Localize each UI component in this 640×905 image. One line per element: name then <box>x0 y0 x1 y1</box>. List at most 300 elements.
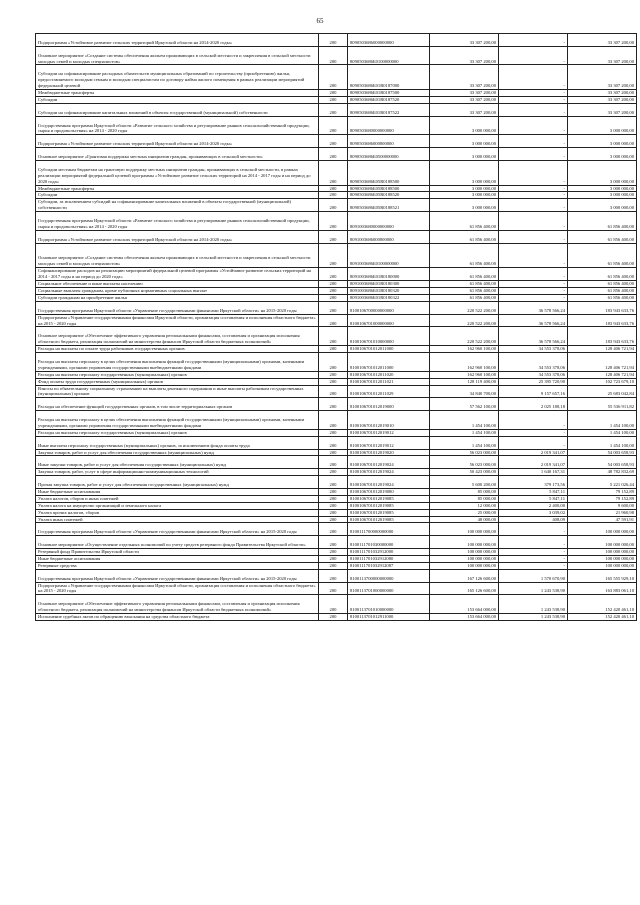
row-kbk-cell: 8091003686000000000 <box>348 230 430 243</box>
row-name-cell: Основное мероприятие «Обеспечение эффективного управления региональными финансами, составления и организация исполнения областного бюджета, реализация полномочий на министерства финансов Иркутской области бюджетных полномочий» <box>36 595 319 614</box>
table-row <box>36 516 637 523</box>
row-name-cell: Уплата налогов, сборов и иных платежей <box>36 495 319 502</box>
row-remaining-amount-cell: 61 856 400,00 <box>568 287 637 294</box>
row-code-cell: 200 <box>319 116 348 135</box>
row-executed-amount-cell: - <box>499 287 568 294</box>
row-name-cell: Расходы на выплаты персоналу государственных (муниципальных) органов <box>36 429 319 436</box>
row-remaining-amount-cell: 1 454 100,00 <box>568 429 637 436</box>
row-name-cell: Резервные средства <box>36 562 319 569</box>
row-planned-amount-cell: 33 307 200,00 <box>430 65 499 90</box>
row-kbk-cell: 8100106701012011000 <box>348 353 430 372</box>
row-remaining-amount-cell: 9 600,00 <box>568 502 637 509</box>
row-code-cell: 200 <box>319 314 348 327</box>
row-code-cell: 200 <box>319 449 348 456</box>
row-planned-amount-cell: 33 307 200,00 <box>430 34 499 47</box>
row-kbk-cell: 8100111701032912087 <box>348 562 430 569</box>
row-remaining-amount-cell: 61 856 400,00 <box>568 268 637 281</box>
row-planned-amount-cell: 100 000 000,00 <box>430 523 499 536</box>
row-executed-amount-cell: 1 243 538,90 <box>499 595 568 614</box>
table-row <box>36 523 637 536</box>
row-remaining-amount-cell: 3 000 000,00 <box>568 116 637 135</box>
row-executed-amount-cell: - <box>499 294 568 301</box>
table-row <box>36 469 637 476</box>
row-planned-amount-cell: 3 000 000,00 <box>430 116 499 135</box>
row-name-cell: Государственная программа Иркутской области «Управление государственными финансами Иркутской области» на 2015-2020 годы <box>36 301 319 314</box>
row-code-cell: 200 <box>319 371 348 378</box>
row-name-cell: Социальные выплаты гражданам, кроме публичных нормативных социальных выплат <box>36 287 319 294</box>
row-name-cell: Субсидии, за исключением субсидий на софинансирование капитальных вложений в объекты государственной (муниципальной) собственности <box>36 199 319 212</box>
row-name-cell: Подпрограмма «Управление государственными финансами Иркутской области, организация составления и исполнения областного бюджета» на 2015 - 2020 годы <box>36 582 319 595</box>
table-row <box>36 268 637 281</box>
row-kbk-cell: 8090503686Б05R0188521 <box>348 199 430 212</box>
row-code-cell: 200 <box>319 495 348 502</box>
table-row <box>36 243 637 268</box>
row-remaining-amount-cell: 5 221 026,44 <box>568 476 637 489</box>
row-remaining-amount-cell: 183 943 633,76 <box>568 327 637 346</box>
row-executed-amount-cell: 1 243 538,90 <box>499 582 568 595</box>
row-name-cell: Государственная программа Иркутской области «Управление государственными финансами Иркутской области» на 2015-2020 годы <box>36 523 319 536</box>
row-executed-amount-cell: 1 640 167,31 <box>499 469 568 476</box>
table-row <box>36 555 637 562</box>
row-executed-amount-cell: - <box>499 46 568 65</box>
row-kbk-cell: 8091003680000000000 <box>348 212 430 231</box>
row-executed-amount-cell: - <box>499 230 568 243</box>
row-code-cell: 200 <box>319 411 348 430</box>
row-executed-amount-cell: - <box>499 160 568 185</box>
table-row <box>36 294 637 301</box>
row-kbk-cell: 8100106701012011021 <box>348 378 430 385</box>
row-kbk-cell: 8100106701012019024 <box>348 456 430 469</box>
table-row <box>36 502 637 509</box>
row-planned-amount-cell: 1 454 100,00 <box>430 436 499 449</box>
row-executed-amount-cell: - <box>499 555 568 562</box>
row-remaining-amount-cell: 100 000 000,00 <box>568 523 637 536</box>
row-code-cell: 200 <box>319 536 348 549</box>
table-row <box>36 398 637 411</box>
row-planned-amount-cell: 85 000,00 <box>430 495 499 502</box>
row-executed-amount-cell: 9 157 657,16 <box>499 385 568 398</box>
row-code-cell: 200 <box>319 301 348 314</box>
table-row <box>36 230 637 243</box>
row-executed-amount-cell: - <box>499 135 568 148</box>
row-executed-amount-cell: - <box>499 243 568 268</box>
row-code-cell: 200 <box>319 268 348 281</box>
row-executed-amount-cell: - <box>499 523 568 536</box>
row-executed-amount-cell: 1 570 670,90 <box>499 569 568 582</box>
row-name-cell: Прочая закупка товаров, работ и услуг для обеспечения государственных (муниципальных) нужд <box>36 476 319 489</box>
row-planned-amount-cell: 48 000,00 <box>430 516 499 523</box>
row-executed-amount-cell: 36 578 566,24 <box>499 327 568 346</box>
row-planned-amount-cell: 162 960 100,00 <box>430 346 499 353</box>
row-kbk-cell: 8090503680000000000 <box>348 116 430 135</box>
row-code-cell: 200 <box>319 549 348 556</box>
row-kbk-cell: 8100106701012019085 <box>348 516 430 523</box>
row-code-cell: 200 <box>319 523 348 536</box>
row-name-cell: Основное мероприятие «Обеспечение эффективного управления региональными финансами, составления и организация исполнения областного бюджета, реализация полномочий на министерства финансов Иркутской области бюджетных полномочий» <box>36 327 319 346</box>
row-kbk-cell: 8100106701000000000 <box>348 314 430 327</box>
row-code-cell: 200 <box>319 65 348 90</box>
row-kbk-cell: 8100106701012019080 <box>348 488 430 495</box>
row-remaining-amount-cell: 1 454 100,00 <box>568 436 637 449</box>
budget-table-body <box>36 34 637 621</box>
row-kbk-cell: 8090503686Б05R0188500 <box>348 160 430 185</box>
row-executed-amount-cell: - <box>499 549 568 556</box>
row-executed-amount-cell: 34 553 378,06 <box>499 371 568 378</box>
row-kbk-cell: 8100106701012019020 <box>348 449 430 456</box>
row-remaining-amount-cell: 21 960,98 <box>568 509 637 516</box>
row-kbk-cell: 8090503686Б01R0187000 <box>348 65 430 90</box>
table-row <box>36 476 637 489</box>
row-planned-amount-cell: 61 856 400,00 <box>430 281 499 288</box>
row-planned-amount-cell: 1 454 100,00 <box>430 429 499 436</box>
row-planned-amount-cell: 167 126 600,00 <box>430 569 499 582</box>
table-row <box>36 614 637 621</box>
row-kbk-cell: 8091003686Б0100000000 <box>348 243 430 268</box>
row-executed-amount-cell: - <box>499 199 568 212</box>
row-remaining-amount-cell: 100 000 000,00 <box>568 562 637 569</box>
row-name-cell: Субсидии гражданам на приобретение жилья <box>36 294 319 301</box>
row-code-cell: 200 <box>319 346 348 353</box>
row-planned-amount-cell: 3 000 000,00 <box>430 160 499 185</box>
row-code-cell: 200 <box>319 199 348 212</box>
row-remaining-amount-cell: 61 856 400,00 <box>568 281 637 288</box>
table-row <box>36 212 637 231</box>
row-remaining-amount-cell: 3 000 000,00 <box>568 135 637 148</box>
table-row <box>36 346 637 353</box>
row-kbk-cell: 8100106701012011000 <box>348 346 430 353</box>
row-planned-amount-cell: 3 000 000,00 <box>430 199 499 212</box>
row-code-cell: 200 <box>319 555 348 562</box>
table-row <box>36 327 637 346</box>
row-planned-amount-cell: 33 307 200,00 <box>430 90 499 97</box>
table-row <box>36 287 637 294</box>
row-name-cell: Государственная программа Иркутской области «Развитие сельского хозяйства и регулирование рынков сельскохозяйственной продукции, сырья и продовольствия» на 2014 - 2020 годы <box>36 212 319 231</box>
row-name-cell: Расходы на выплаты персоналу в целях обеспечения выполнения функций государственными (муниципальными) органами, казенными учреждениями, органами управления государственными внебюджетными фондами <box>36 411 319 430</box>
row-executed-amount-cell: - <box>499 34 568 47</box>
row-executed-amount-cell: - <box>499 65 568 90</box>
row-kbk-cell: 8090503686Б05R0188520 <box>348 192 430 199</box>
row-planned-amount-cell: 61 856 400,00 <box>430 294 499 301</box>
row-executed-amount-cell: 408,09 <box>499 516 568 523</box>
row-remaining-amount-cell: 102 723 679,10 <box>568 378 637 385</box>
row-kbk-cell: 8100106701012019085 <box>348 502 430 509</box>
row-code-cell: 200 <box>319 516 348 523</box>
table-row <box>36 301 637 314</box>
row-code-cell: 200 <box>319 135 348 148</box>
row-kbk-cell: 8100111701032912000 <box>348 549 430 556</box>
row-remaining-amount-cell: 100 000 000,00 <box>568 536 637 549</box>
row-name-cell: Межбюджетные трансферты <box>36 90 319 97</box>
row-remaining-amount-cell: 33 307 200,00 <box>568 90 637 97</box>
row-remaining-amount-cell: 3 000 000,00 <box>568 185 637 192</box>
row-kbk-cell: 8090503686Б05R0188500 <box>348 185 430 192</box>
row-planned-amount-cell: 100 000 000,00 <box>430 536 499 549</box>
row-executed-amount-cell: 2 019 341,07 <box>499 449 568 456</box>
row-kbk-cell: 8100106700000000000 <box>348 301 430 314</box>
row-code-cell: 200 <box>319 287 348 294</box>
row-remaining-amount-cell: 61 856 400,00 <box>568 230 637 243</box>
row-remaining-amount-cell: 54 003 658,93 <box>568 456 637 469</box>
row-remaining-amount-cell: 165 555 929,10 <box>568 569 637 582</box>
row-kbk-cell: 8100106701012019000 <box>348 398 430 411</box>
row-name-cell: Уплата налога на имущество организаций и земельного налога <box>36 502 319 509</box>
row-kbk-cell: 8100106701012011020 <box>348 371 430 378</box>
row-remaining-amount-cell: 33 307 200,00 <box>568 46 637 65</box>
table-row <box>36 582 637 595</box>
row-name-cell: Исполнение судебных актов по обращению взыскания на средства областного бюджета <box>36 614 319 621</box>
row-planned-amount-cell: 100 000 000,00 <box>430 555 499 562</box>
row-kbk-cell: 8091003686Б01R0180322 <box>348 294 430 301</box>
row-planned-amount-cell: 85 000,00 <box>430 488 499 495</box>
row-planned-amount-cell: 34 840 700,00 <box>430 385 499 398</box>
row-name-cell: Государственная программа Иркутской области «Управление государственными финансами Иркутской области» на 2015-2020 годы <box>36 569 319 582</box>
row-remaining-amount-cell: 183 943 633,76 <box>568 301 637 314</box>
row-planned-amount-cell: 56 023 000,00 <box>430 449 499 456</box>
row-remaining-amount-cell: 183 943 633,76 <box>568 314 637 327</box>
row-kbk-cell: 8100106701010000000 <box>348 327 430 346</box>
row-planned-amount-cell: 25 000,00 <box>430 509 499 516</box>
row-name-cell: Подпрограмма «Управление государственными финансами Иркутской области, организация составления и исполнения областного бюджета» на 2015 - 2020 годы <box>36 314 319 327</box>
row-kbk-cell: 8100106701012019010 <box>348 411 430 430</box>
row-name-cell: Закупка товаров, работ и услуг для обеспечения государственных (муниципальных) нужд <box>36 449 319 456</box>
row-executed-amount-cell: 34 553 378,06 <box>499 346 568 353</box>
row-remaining-amount-cell: 100 000 000,00 <box>568 555 637 562</box>
table-row <box>36 135 637 148</box>
row-kbk-cell: 8100106701012019024 <box>348 469 430 476</box>
row-executed-amount-cell: - <box>499 536 568 549</box>
table-row <box>36 449 637 456</box>
table-row <box>36 378 637 385</box>
row-code-cell: 200 <box>319 582 348 595</box>
table-row <box>36 385 637 398</box>
row-planned-amount-cell: 162 960 100,00 <box>430 353 499 372</box>
table-row <box>36 456 637 469</box>
table-row <box>36 429 637 436</box>
table-row <box>36 34 637 47</box>
row-planned-amount-cell: 3 000 000,00 <box>430 135 499 148</box>
row-planned-amount-cell: 3 000 000,00 <box>430 185 499 192</box>
row-planned-amount-cell: 153 664 000,00 <box>430 614 499 621</box>
row-kbk-cell: 8100106701012011029 <box>348 385 430 398</box>
row-name-cell: Иные бюджетные ассигнования <box>36 488 319 495</box>
table-row <box>36 595 637 614</box>
row-name-cell: Расходы на выплаты по оплате труда работников государственных органов <box>36 346 319 353</box>
row-remaining-amount-cell: 33 307 200,00 <box>568 96 637 103</box>
row-planned-amount-cell: 33 307 200,00 <box>430 46 499 65</box>
row-executed-amount-cell: 2 400,00 <box>499 502 568 509</box>
row-executed-amount-cell: - <box>499 429 568 436</box>
row-name-cell: Софинансирование расходов на реализацию мероприятий федеральной целевой программы «Устойчивое развитие сельских территорий на 2014 - 2017 годы и на период до 2020 года» <box>36 268 319 281</box>
table-row <box>36 314 637 327</box>
row-kbk-cell: 8100106701012019085 <box>348 495 430 502</box>
row-kbk-cell: 8100106701012019012 <box>348 429 430 436</box>
row-executed-amount-cell: 1 243 538,90 <box>499 614 568 621</box>
table-row <box>36 185 637 192</box>
row-planned-amount-cell: 153 664 000,00 <box>430 595 499 614</box>
row-name-cell: Межбюджетные трансферты <box>36 185 319 192</box>
row-code-cell: 200 <box>319 160 348 185</box>
row-kbk-cell: 8090503686Б01R0187520 <box>348 96 430 103</box>
row-code-cell: 200 <box>319 509 348 516</box>
row-planned-amount-cell: 128 119 400,00 <box>430 378 499 385</box>
row-code-cell: 200 <box>319 46 348 65</box>
table-row <box>36 192 637 199</box>
row-executed-amount-cell: 36 578 566,24 <box>499 301 568 314</box>
row-remaining-amount-cell: 55 536 911,82 <box>568 398 637 411</box>
row-name-cell: Резервный фонд Правительства Иркутской области <box>36 549 319 556</box>
row-remaining-amount-cell: 3 000 000,00 <box>568 192 637 199</box>
row-planned-amount-cell: 33 307 200,00 <box>430 103 499 116</box>
row-remaining-amount-cell: 48 782 832,69 <box>568 469 637 476</box>
row-code-cell: 200 <box>319 385 348 398</box>
row-code-cell: 200 <box>319 378 348 385</box>
row-executed-amount-cell: 36 578 566,24 <box>499 314 568 327</box>
row-code-cell: 200 <box>319 90 348 97</box>
row-planned-amount-cell: 1 454 100,00 <box>430 411 499 430</box>
table-row <box>36 436 637 449</box>
row-planned-amount-cell: 33 307 200,00 <box>430 96 499 103</box>
row-remaining-amount-cell: 54 003 658,93 <box>568 449 637 456</box>
row-remaining-amount-cell: 33 307 200,00 <box>568 65 637 90</box>
row-remaining-amount-cell: 3 000 000,00 <box>568 160 637 185</box>
table-row <box>36 65 637 90</box>
row-remaining-amount-cell: 163 883 061,10 <box>568 582 637 595</box>
row-code-cell: 200 <box>319 148 348 161</box>
table-row <box>36 536 637 549</box>
table-row <box>36 371 637 378</box>
row-executed-amount-cell: - <box>499 268 568 281</box>
row-code-cell: 200 <box>319 103 348 116</box>
row-name-cell: Иные закупки товаров, работ и услуг для обеспечения государственных (муниципальных) нужд <box>36 456 319 469</box>
page-number: 65 <box>316 17 324 25</box>
row-name-cell: Уплата прочих налогов, сборов <box>36 509 319 516</box>
table-row <box>36 488 637 495</box>
table-row <box>36 411 637 430</box>
row-name-cell: Иные выплаты персоналу государственных (муниципальных) органов, за исключением фонда оплаты труда <box>36 436 319 449</box>
row-executed-amount-cell: 5 847,11 <box>499 488 568 495</box>
row-name-cell: Иные бюджетные ассигнования <box>36 555 319 562</box>
row-planned-amount-cell: 56 023 000,00 <box>430 456 499 469</box>
row-executed-amount-cell: - <box>499 436 568 449</box>
row-executed-amount-cell: 2 019 341,07 <box>499 456 568 469</box>
row-code-cell: 200 <box>319 429 348 436</box>
row-executed-amount-cell: 379 173,56 <box>499 476 568 489</box>
row-name-cell: Субсидии <box>36 192 319 199</box>
row-remaining-amount-cell: 128 406 721,94 <box>568 371 637 378</box>
row-code-cell: 200 <box>319 34 348 47</box>
row-planned-amount-cell: 220 522 200,00 <box>430 301 499 314</box>
row-kbk-cell: 8090503686Б01R0187500 <box>348 90 430 97</box>
row-kbk-cell: 8100113701000000000 <box>348 582 430 595</box>
row-code-cell: 200 <box>319 569 348 582</box>
row-executed-amount-cell: 5 847,11 <box>499 495 568 502</box>
table-row <box>36 96 637 103</box>
row-executed-amount-cell: - <box>499 148 568 161</box>
row-code-cell: 200 <box>319 398 348 411</box>
row-kbk-cell: 8100111701030000000 <box>348 536 430 549</box>
row-name-cell: Подпрограмма «Устойчивое развитие сельских территорий Иркутской области на 2014-2020 годы» <box>36 135 319 148</box>
row-name-cell: Уплата иных платежей <box>36 516 319 523</box>
row-executed-amount-cell: - <box>499 192 568 199</box>
table-row <box>36 495 637 502</box>
row-executed-amount-cell: 2 025 188,18 <box>499 398 568 411</box>
row-remaining-amount-cell: 61 856 400,00 <box>568 294 637 301</box>
row-planned-amount-cell: 165 126 600,00 <box>430 582 499 595</box>
row-remaining-amount-cell: 61 856 400,00 <box>568 212 637 231</box>
row-code-cell: 200 <box>319 595 348 614</box>
row-kbk-cell: 8100106701012019012 <box>348 436 430 449</box>
row-name-cell: Основное мероприятие «Создание системы обеспечения жильем проживающих в сельской местности и закрепления в сельской местности молодых семей и молодых специалистов» <box>36 243 319 268</box>
row-name-cell: Взносы по обязательному социальному страхованию на выплаты денежного содержания и иные выплаты работникам государственных (муниципальных) органов <box>36 385 319 398</box>
row-name-cell: Подпрограмма «Устойчивое развитие сельских территорий Иркутской области на 2014-2020 годы» <box>36 230 319 243</box>
row-remaining-amount-cell: 79 152,89 <box>568 495 637 502</box>
row-planned-amount-cell: 12 000,00 <box>430 502 499 509</box>
row-planned-amount-cell: 162 960 100,00 <box>430 371 499 378</box>
row-planned-amount-cell: 61 856 400,00 <box>430 243 499 268</box>
row-executed-amount-cell: - <box>499 116 568 135</box>
row-planned-amount-cell: 61 856 400,00 <box>430 268 499 281</box>
row-kbk-cell: 8090503686Б0100000000 <box>348 46 430 65</box>
row-planned-amount-cell: 220 522 200,00 <box>430 327 499 346</box>
row-executed-amount-cell: - <box>499 281 568 288</box>
row-kbk-cell: 8091003686Б01R0180000 <box>348 268 430 281</box>
row-remaining-amount-cell: 33 307 200,00 <box>568 34 637 47</box>
table-row <box>36 199 637 212</box>
row-name-cell: Субсидии <box>36 96 319 103</box>
row-code-cell: 200 <box>319 562 348 569</box>
row-kbk-cell: 8100106701012019024 <box>348 476 430 489</box>
row-kbk-cell: 8090503686000000000 <box>348 34 430 47</box>
row-planned-amount-cell: 61 856 400,00 <box>430 230 499 243</box>
row-planned-amount-cell: 61 856 400,00 <box>430 287 499 294</box>
table-row <box>36 160 637 185</box>
row-remaining-amount-cell: 128 406 721,94 <box>568 346 637 353</box>
row-name-cell: Подпрограмма «Устойчивое развитие сельских территорий Иркутской области на 2014-2020 годы» <box>36 34 319 47</box>
row-code-cell: 200 <box>319 243 348 268</box>
row-executed-amount-cell: - <box>499 562 568 569</box>
row-planned-amount-cell: 3 000 000,00 <box>430 192 499 199</box>
table-row <box>36 509 637 516</box>
row-code-cell: 200 <box>319 488 348 495</box>
row-code-cell: 200 <box>319 476 348 489</box>
row-planned-amount-cell: 220 522 200,00 <box>430 314 499 327</box>
row-executed-amount-cell: - <box>499 185 568 192</box>
row-executed-amount-cell: 34 553 378,06 <box>499 353 568 372</box>
table-row <box>36 103 637 116</box>
table-row <box>36 148 637 161</box>
row-kbk-cell: 8100113701010000000 <box>348 595 430 614</box>
row-name-cell: Фонд оплаты труда государственных (муниципальных) органов <box>36 378 319 385</box>
row-planned-amount-cell: 5 600 200,00 <box>430 476 499 489</box>
row-remaining-amount-cell: 61 856 400,00 <box>568 243 637 268</box>
row-executed-amount-cell: - <box>499 90 568 97</box>
row-remaining-amount-cell: 3 000 000,00 <box>568 148 637 161</box>
row-code-cell: 200 <box>319 281 348 288</box>
row-name-cell: Основное мероприятие «Осуществление отдельных полномочий по учету средств резервного фонда Правительства Иркутской области» <box>36 536 319 549</box>
row-code-cell: 200 <box>319 185 348 192</box>
row-code-cell: 200 <box>319 192 348 199</box>
row-name-cell: Социальное обеспечение и иные выплаты населению <box>36 281 319 288</box>
row-name-cell: Расходы на выплаты персоналу в целях обеспечения выполнения функций государственными (муниципальными) органами, казенными учреждениями, органами управления государственными внебюджетными фондами <box>36 353 319 372</box>
row-name-cell: Государственная программа Иркутской области «Развитие сельского хозяйства и регулирование рынков сельскохозяйственной продукции, сырья и продовольствия» на 2014 - 2020 годы <box>36 116 319 135</box>
table-row <box>36 353 637 372</box>
budget-table <box>35 33 637 621</box>
table-row <box>36 90 637 97</box>
row-code-cell: 200 <box>319 327 348 346</box>
row-code-cell: 200 <box>319 469 348 476</box>
row-planned-amount-cell: 57 562 100,00 <box>430 398 499 411</box>
table-row <box>36 562 637 569</box>
